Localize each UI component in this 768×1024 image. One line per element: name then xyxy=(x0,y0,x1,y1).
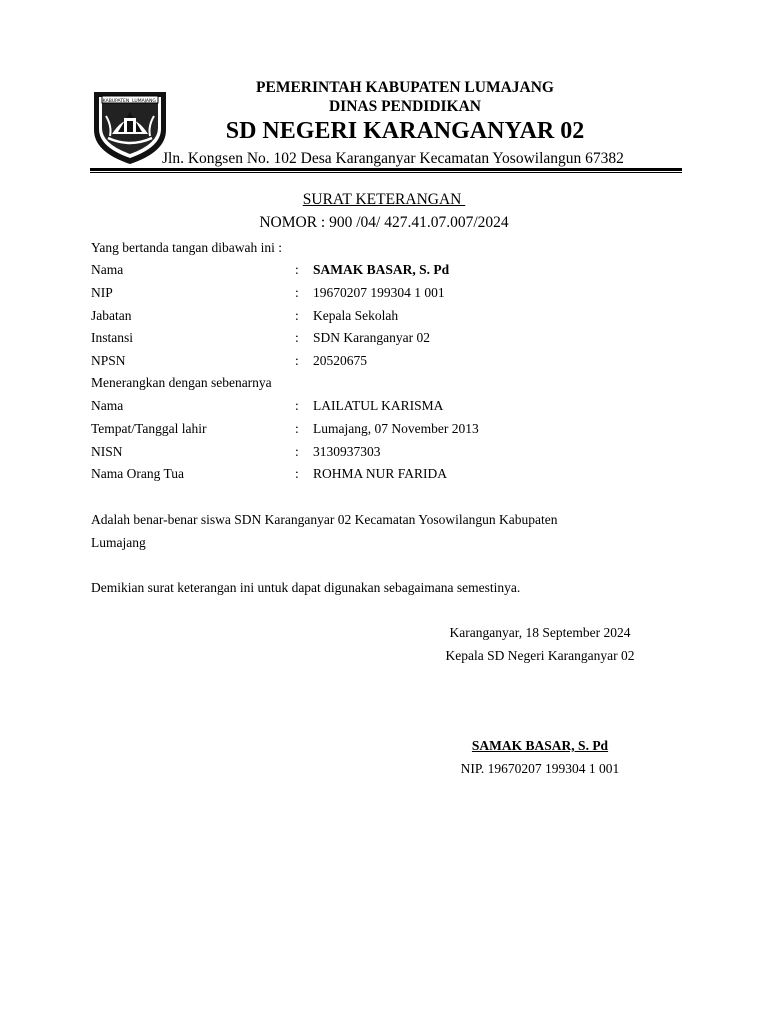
school-address: Jln. Kongsen No. 102 Desa Karanganyar Kecamatan Yosowilangun 67382 xyxy=(162,150,624,167)
header-divider xyxy=(90,168,682,171)
declares-text: Menerangkan dengan sebenarnya xyxy=(91,375,272,390)
body-text-line2: Lumajang xyxy=(91,535,146,550)
school-name: SD NEGERI KARANGANYAR 02 xyxy=(225,118,585,144)
student-nisn-value: 3130937303 xyxy=(313,444,381,459)
colon: : xyxy=(295,262,299,277)
department-name: DINAS PENDIDIKAN xyxy=(328,98,481,115)
closing-text: Demikian surat keterangan ini untuk dapat digunakan sebagaimana semestinya. xyxy=(91,580,521,595)
header-divider-thin xyxy=(90,172,682,173)
signer-position-value: Kepala Sekolah xyxy=(313,308,399,323)
student-nisn-label: NISN xyxy=(91,444,123,459)
colon: : xyxy=(295,330,299,345)
place-date: Karanganyar, 18 September 2024 xyxy=(449,625,631,640)
signer-name-value: SAMAK BASAR, S. Pd xyxy=(313,262,450,277)
signer-npsn-label: NPSN xyxy=(91,353,126,368)
logo-text-left: KABUPATEN xyxy=(102,99,130,104)
student-birth-label: Tempat/Tanggal lahir xyxy=(91,421,207,436)
regency-logo xyxy=(90,86,170,166)
colon: : xyxy=(295,421,299,436)
signer-institution-label: Instansi xyxy=(91,330,133,345)
student-birth-value: Lumajang, 07 November 2013 xyxy=(313,421,479,436)
parent-name-label: Nama Orang Tua xyxy=(91,466,184,481)
signer-position: Kepala SD Negeri Karanganyar 02 xyxy=(445,648,635,663)
intro-text: Yang bertanda tangan dibawah ini : xyxy=(91,240,282,255)
signer-nip-label: NIP xyxy=(91,285,113,300)
colon: : xyxy=(295,353,299,368)
student-name-value: LAILATUL KARISMA xyxy=(313,398,444,413)
colon: : xyxy=(295,466,299,481)
signer-institution-value: SDN Karanganyar 02 xyxy=(313,330,430,345)
parent-name-value: ROHMA NUR FARIDA xyxy=(313,466,448,481)
government-name: PEMERINTAH KABUPATEN LUMAJANG xyxy=(256,79,554,96)
letter-title: SURAT KETERANGAN xyxy=(302,191,466,208)
signer-name-label: Nama xyxy=(91,262,124,277)
colon: : xyxy=(295,308,299,323)
signer-position-label: Jabatan xyxy=(91,308,132,323)
student-name-label: Nama xyxy=(91,398,124,413)
signer-npsn-value: 20520675 xyxy=(313,353,367,368)
signer-nip-value: 19670207 199304 1 001 xyxy=(313,285,445,300)
body-text-line1: Adalah benar-benar siswa SDN Karanganyar 02 Kecamatan Yosowilangun Kabupaten xyxy=(91,512,558,527)
colon: : xyxy=(295,398,299,413)
logo-text-right: LUMAJANG xyxy=(132,99,156,104)
letter-number: NOMOR : 900 /04/ 427.41.07.007/2024 xyxy=(259,214,509,231)
signer-nip: NIP. 19670207 199304 1 001 xyxy=(460,761,620,776)
colon: : xyxy=(295,444,299,459)
colon: : xyxy=(295,285,299,300)
signer-name: SAMAK BASAR, S. Pd xyxy=(471,738,609,753)
